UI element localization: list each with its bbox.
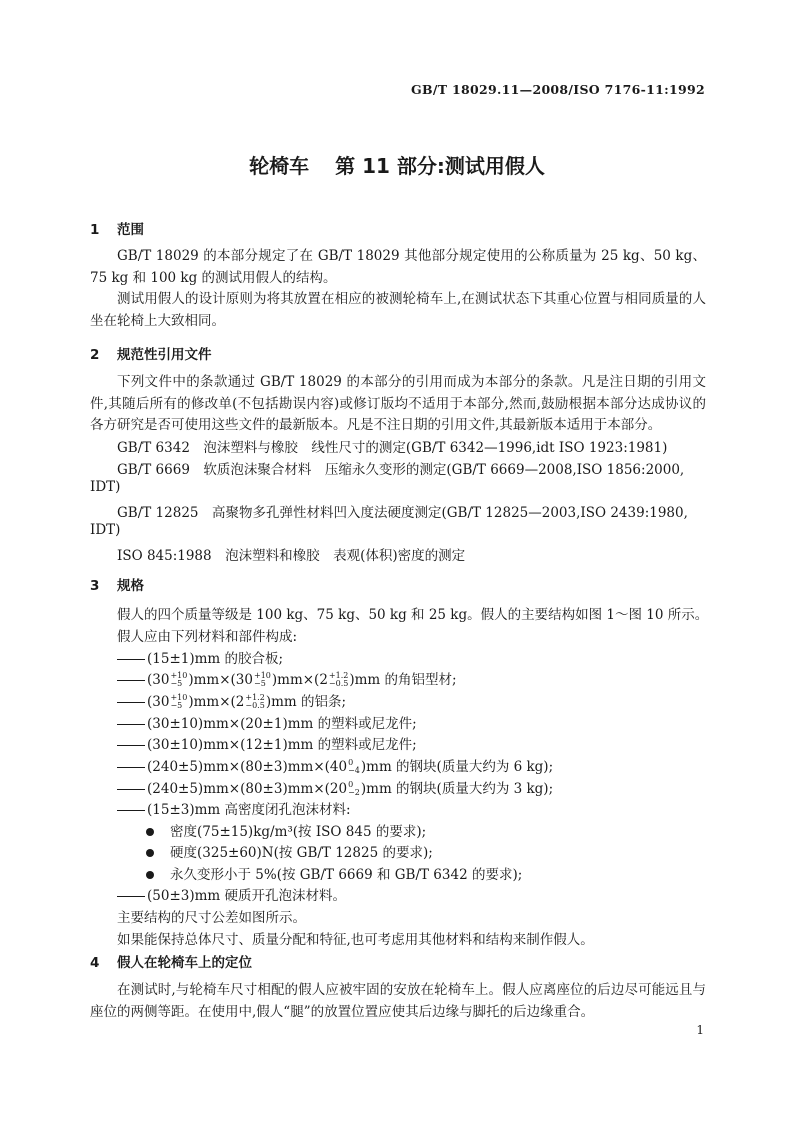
bullet-item: 硬度(325±60)N(按 GB/T 12825 的要求); (146, 841, 433, 861)
standard-code-header: GB/T 18029.11—2008/ISO 7176-11:1992 (411, 82, 705, 97)
section-4-heading: 4 假人在轮椅车上的定位 (90, 955, 252, 971)
list-item: (15±1)mm 的胶合板; (117, 647, 283, 667)
spec-paragraph-1: 假人的四个质量等级是 100 kg、75 kg、50 kg 和 25 kg。假人的主要结构如图 1～图 10 所示。 (117, 607, 709, 623)
list-item: (50±3)mm 硬质开孔泡沫材料。 (117, 884, 346, 904)
normative-refs-paragraph: 下列文件中的条款通过 GB/T 18029 的本部分的引用而成为本部分的条款。凡是注日期的引用文件,其随后所有的修改单(不包括勘误内容)或修订版均不适用于本部分,然而,鼓励根据本部分达成协议的各方研究是否可使用这些文件的最新版本。凡是不注日期的引用文件,其最新版本适用于本部分。 (90, 374, 706, 433)
list-item: (30±10)mm×(12±1)mm 的塑料或尼龙件; (117, 733, 417, 753)
page-number: 1 (696, 1023, 704, 1037)
title-part-a: 轮椅车 (249, 154, 310, 178)
em-dash-icon (117, 659, 145, 660)
section-2-heading: 2 规范性引用文件 (90, 347, 212, 363)
em-dash-icon (117, 896, 145, 897)
ref-gbt-6669-cont: IDT) (90, 479, 121, 495)
bullet-item: 密度(75±15)kg/m³(按 ISO 845 的要求); (146, 820, 426, 840)
ref-gbt-12825-cont: IDT) (90, 522, 121, 538)
bullet-icon (146, 871, 154, 879)
em-dash-icon (117, 767, 145, 768)
bullet-icon (146, 849, 154, 857)
ref-gbt-6342: GB/T 6342 泡沫塑料与橡胶 线性尺寸的测定(GB/T 6342—1996,idt ISO 1923:1981) (117, 440, 668, 456)
title-part-b: 第 11 部分:测试用假人 (335, 154, 545, 178)
scope-paragraph-1: GB/T 18029 的本部分规定了在 GB/T 18029 其他部分规定使用的公称质量为 25 kg、50 kg、75 kg 和 100 kg 的测试用假人的结构。 (90, 248, 706, 286)
em-dash-icon (117, 789, 145, 790)
em-dash-icon (117, 702, 145, 703)
list-item: (30 +10 −5 )mm×(2 +1.2 −0.5 )mm 的铝条; (117, 690, 346, 711)
ref-iso-845: ISO 845:1988 泡沫塑料和橡胶 表观(体积)密度的测定 (117, 548, 466, 564)
section-3-heading: 3 规格 (90, 578, 144, 594)
page-title (0, 150, 794, 179)
list-item: (30±10)mm×(20±1)mm 的塑料或尼龙件; (117, 712, 417, 732)
spec-paragraph-3: 主要结构的尺寸公差如图所示。 (117, 910, 306, 926)
em-dash-icon (117, 680, 145, 681)
spec-paragraph-4: 如果能保持总体尺寸、质量分配和特征,也可考虑用其他材料和结构来制作假人。 (117, 932, 594, 948)
list-item: (15±3)mm 高密度闭孔泡沫材料: (117, 798, 351, 818)
spec-paragraph-2: 假人应由下列材料和部件构成: (117, 629, 298, 645)
scope-paragraph-2: 测试用假人的设计原则为将其放置在相应的被测轮椅车上,在测试状态下其重心位置与相同质量的人坐在轮椅上大致相同。 (90, 291, 706, 329)
positioning-paragraph: 在测试时,与轮椅车尺寸相配的假人应被牢固的安放在轮椅车上。假人应离座位的后边尽可能远且与座位的两侧等距。在使用中,假人“腿”的放置位置应使其后边缘与脚托的后边缘重合。 (90, 982, 706, 1020)
em-dash-icon (117, 810, 145, 811)
ref-gbt-12825: GB/T 12825 高聚物多孔弹性材料凹入度法硬度测定(GB/T 12825—2003,ISO 2439:1980, (117, 505, 688, 521)
list-item: (240±5)mm×(80±3)mm×(40 0 −4 )mm 的钢块(质量大约为 6 kg); (117, 755, 553, 776)
list-item: (30 +10 −5 )mm×(30 +10 −5 )mm×(2 +1.2 −0.5 )mm 的角铝型材; (117, 668, 457, 689)
em-dash-icon (117, 745, 145, 746)
list-item: (240±5)mm×(80±3)mm×(20 0 −2 )mm 的钢块(质量大约为 3 kg); (117, 777, 553, 798)
bullet-item: 永久变形小于 5%(按 GB/T 6669 和 GB/T 6342 的要求); (146, 863, 522, 883)
section-1-heading: 1 范围 (90, 222, 144, 238)
bullet-icon (146, 828, 154, 836)
em-dash-icon (117, 724, 145, 725)
ref-gbt-6669: GB/T 6669 软质泡沫聚合材料 压缩永久变形的测定(GB/T 6669—2008,ISO 1856:2000, (117, 462, 685, 478)
